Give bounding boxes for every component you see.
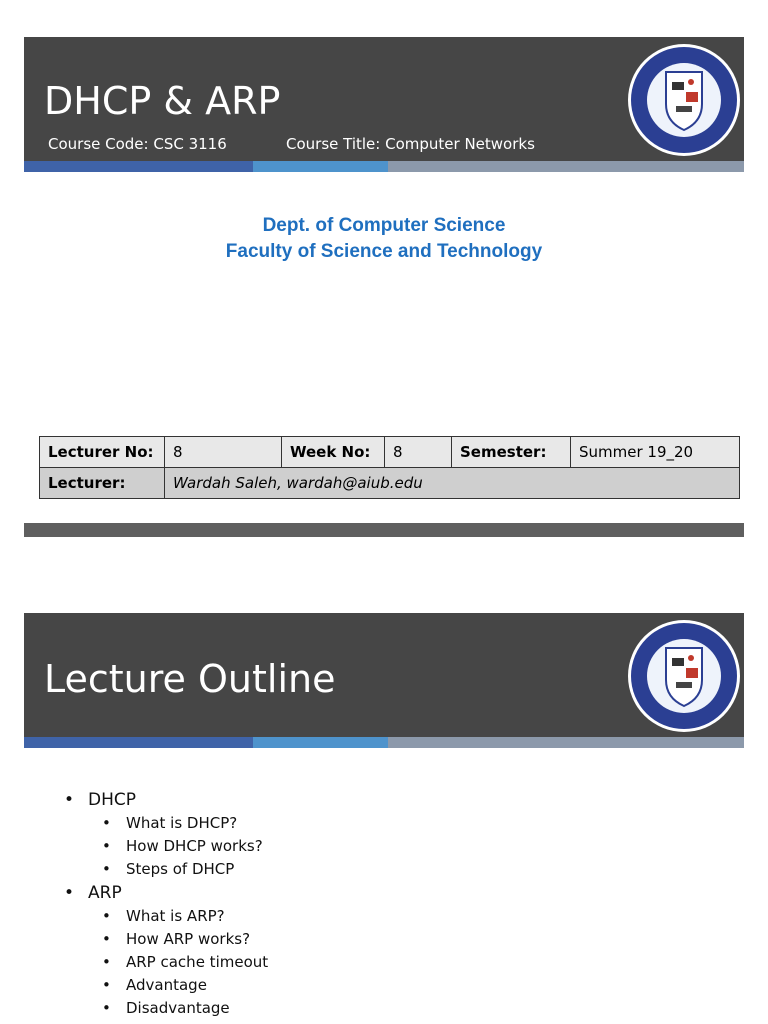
semester-label: Semester: [452, 437, 571, 468]
table-row [40, 437, 740, 468]
list-item: • DHCP [64, 790, 136, 810]
week-no-value: 8 [385, 437, 452, 468]
university-logo [626, 618, 742, 734]
slide1-footer-bar [24, 523, 744, 537]
slide1-header [24, 37, 744, 161]
list-item: • ARP [64, 883, 122, 903]
lecturer-no-label: Lecturer No: [40, 437, 165, 468]
lecturer-label: Lecturer: [40, 468, 165, 499]
lecturer-no-value: 8 [165, 437, 282, 468]
week-no-label: Week No: [282, 437, 385, 468]
lecture-info-table [39, 436, 740, 499]
list-item: • How ARP works? [102, 930, 251, 948]
university-logo [626, 42, 742, 158]
department-block [0, 213, 768, 265]
semester-value: Summer 19_20 [571, 437, 740, 468]
lecture-outline-list [64, 788, 268, 1020]
list-item: • What is DHCP? [102, 814, 238, 832]
slide2-header-stripe [24, 737, 744, 748]
slide1-title: DHCP & ARP [44, 79, 281, 123]
slide1-header-stripe [24, 161, 744, 172]
course-code: Course Code: CSC 3116 [48, 135, 227, 153]
slide2-title: Lecture Outline [44, 657, 336, 701]
table-row [40, 468, 740, 499]
dept-name: Dept. of Computer Science [262, 215, 506, 236]
list-item: • How DHCP works? [102, 837, 263, 855]
list-item: • Advantage [102, 976, 207, 994]
lecturer-value: Wardah Saleh, wardah@aiub.edu [165, 468, 740, 499]
list-item: • What is ARP? [102, 907, 225, 925]
faculty-name: Faculty of Science and Technology [225, 241, 543, 262]
list-item: • Steps of DHCP [102, 860, 235, 878]
slide2-header [24, 613, 744, 737]
list-item: • Disadvantage [102, 999, 230, 1017]
course-title: Course Title: Computer Networks [286, 135, 535, 153]
list-item: • ARP cache timeout [102, 953, 269, 971]
